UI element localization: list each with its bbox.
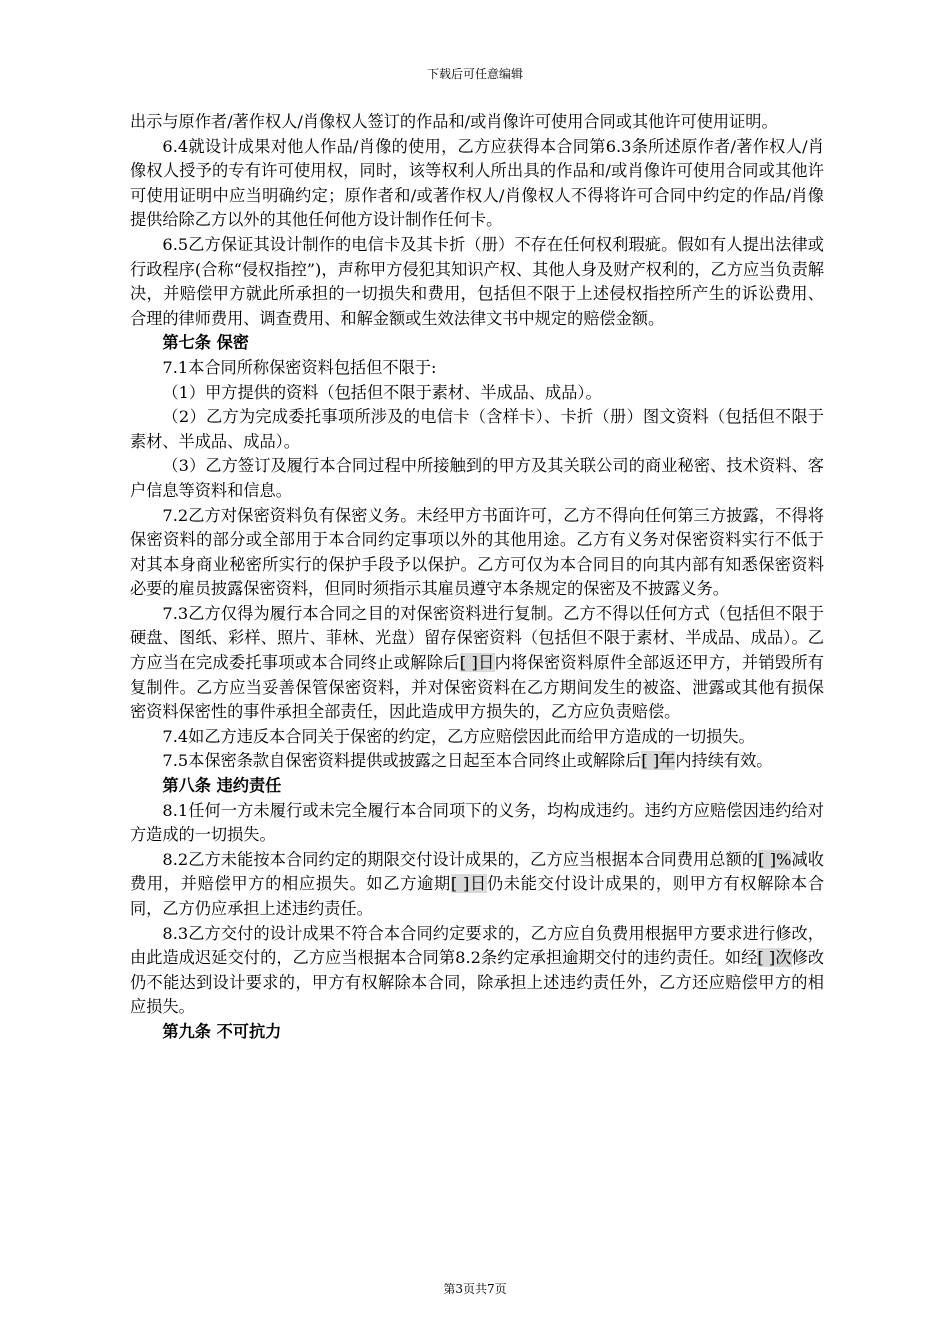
blank-field: [ ]年 [641,751,676,771]
blank-field: [ ]日 [450,874,487,894]
paragraph-text: 8.3乙方交付的设计成果不符合本合同约定要求的，乙方应自负费用根据甲方要求进行修改，由此造成迟延交付的，乙方应当根据本合同第8.2条约定承担逾期交付的违约责任。如经 [130,923,824,968]
paragraph-text: 7.4如乙方违反本合同关于保密的约定，乙方应赔偿因此而给甲方造成的一切损失。 [162,726,755,746]
paragraph [130,356,824,381]
blank-field: [ ]日 [459,653,495,673]
paragraph [130,135,824,233]
paragraph-text: 7.3乙方仅得为履行本合同之目的对保密资料进行复制。乙方不得以任何方式（包括但不限于硬盘、图纸、彩样、照片、菲林、光盘）留存保密资料（包括但不限于素材、半成品、成品）。乙方应当在完成委托事项或本合同终止或解除后 [130,603,824,673]
paragraph-text: 内将保密资料原件全部返还甲方，并销毁所有复制件。乙方应当妥善保管保密资料，并对保密资料在乙方期间发生的被盗、泄露或其他有损保密资料保密性的事件承担全部责任，因此造成甲方损失的，乙方应负责赔偿。 [130,653,824,722]
section-heading [130,1020,824,1045]
paragraph-text: 减收费用，并赔偿甲方的相应损失。如乙方逾期 [130,849,824,894]
paragraph [130,848,824,922]
paragraph [130,405,824,454]
paragraph-text: 6.5乙方保证其设计制作的电信卡及其卡折（册）不存在任何权利瑕疵。假如有人提出法律或行政程序(合称“侵权指控”)，声称甲方侵犯其知识产权、其他人身及财产权利的，乙方应当负责解决，并赔偿甲方就此所承担的一切损失和费用，包括但不限于上述侵权指控所产生的诉讼费用、合理的律师费用、调查费用、和解金额或生效法律文书中规定的赔偿金额。 [130,234,824,328]
paragraph-text: （1）甲方提供的资料（包括但不限于素材、半成品、成品）。 [162,382,602,402]
section-heading [130,774,824,799]
paragraph-text: 第八条 违约责任 [162,776,282,796]
section-heading [130,331,824,356]
blank-field: [ ]次 [757,948,792,968]
paragraph-text: 7.2乙方对保密资料负有保密义务。未经甲方书面许可，乙方不得向任何第三方披露，不得将保密资料的部分或全部用于本合同约定事项以外的其他用途。乙方有义务对保密资料实行不低于对其本身商业秘密所实行的保护手段予以保护。乙方可仅为本合同目的向其内部有知悉保密资料必要的雇员披露保密资料，但同时须指示其雇员遵守本条规定的保密及不披露义务。 [130,505,824,599]
paragraph [130,504,824,602]
page-footer: 第3页共7页 [443,1282,507,1296]
paragraph-text: 出示与原作者/著作权人/肖像权人签订的作品和/或肖像许可使用合同或其他许可使用证明。 [130,112,778,131]
paragraph-text: 8.1任何一方未履行或未完全履行本合同项下的义务，均构成违约。违约方应赔偿因违约给对方造成的一切损失。 [130,800,824,845]
paragraph-text: （2）乙方为完成委托事项所涉及的电信卡（含样卡）、卡折（册）图文资料（包括但不限于素材、半成品、成品）。 [130,407,824,451]
blank-field: [ ]% [758,849,792,869]
paragraph-text: 修改仍不能达到设计要求的，甲方有权解除本合同，除承担上述违约责任外，乙方还应赔偿甲方的相应损失。 [130,948,825,1017]
paragraph [130,799,824,848]
paragraph-text: 仍未能交付设计成果的，则甲方有权解除本合同，乙方仍应承担上述违约责任。 [130,874,825,918]
paragraph-text: 7.1本合同所称保密资料包括但不限于: [162,357,437,377]
paragraph [130,454,824,503]
paragraph-text: 第九条 不可抗力 [162,1021,282,1041]
paragraph-text: 6.4就设计成果对他人作品/肖像的使用，乙方应获得本合同第6.3条所述原作者/著作权人/肖像权人授予的专有许可使用权，同时，该等权利人所出具的作品和/或肖像许可使用合同或其他许可使用证明中应当明确约定；原作者和/或著作权人/肖像权人不得将许可合同中约定的作品/肖像提供给除乙方以外的其他任何他方设计制作任何卡。 [130,136,824,230]
page-header: 下载后可任意编辑 [426,67,523,81]
paragraph [130,602,824,725]
paragraph [130,110,824,135]
paragraph-text: 内持续有效。 [675,751,773,771]
document-body [130,110,824,1045]
paragraph-text: 8.2乙方未能按本合同约定的期限交付设计成果的，乙方应当根据本合同费用总额的 [162,849,759,869]
paragraph [130,725,824,750]
paragraph-text: 第七条 保密 [162,333,249,353]
paragraph [130,922,824,1020]
paragraph [130,233,824,331]
paragraph [130,749,824,774]
paragraph-text: 7.5本保密条款自保密资料提供或披露之日起至本合同终止或解除后 [162,751,642,771]
paragraph [130,381,824,406]
paragraph-text: （3）乙方签订及履行本合同过程中所接触到的甲方及其关联公司的商业秘密、技术资料、客户信息等资料和信息。 [130,456,824,500]
